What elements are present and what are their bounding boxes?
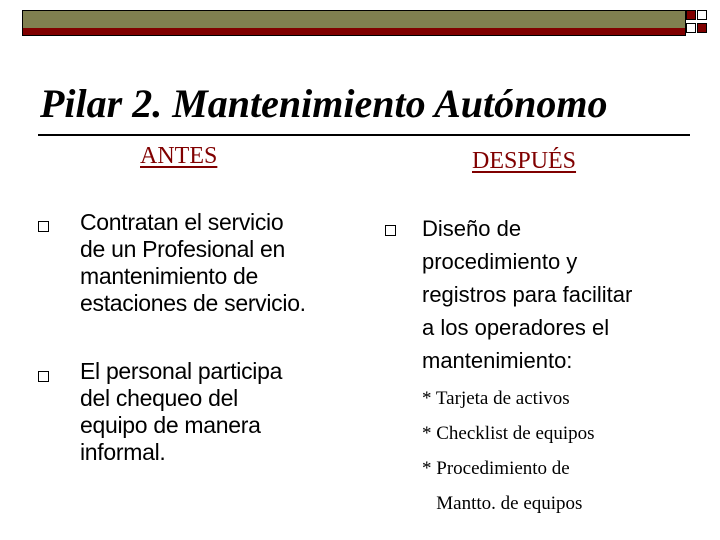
- list-item-line: del chequeo del: [80, 385, 238, 411]
- list-item-antes-1: [80, 209, 306, 317]
- sublist-item: * Procedimiento de: [422, 458, 570, 479]
- bullet-square-icon: [385, 225, 396, 236]
- corner-squares-decoration: [686, 10, 708, 36]
- header-band: [22, 10, 686, 36]
- header-band-olive: [23, 11, 685, 28]
- bullet-square-icon: [38, 221, 49, 232]
- bullet-square-icon: [38, 371, 49, 382]
- list-item-line: registros para facilitar: [422, 282, 633, 307]
- sublist-item: Mantto. de equipos: [422, 493, 583, 514]
- header-band-maroon: [23, 28, 685, 35]
- corner-square: [686, 23, 696, 33]
- list-item-line: Diseño de: [422, 216, 522, 241]
- list-item-line: mantenimiento de: [80, 263, 259, 289]
- sublist-despues: [422, 381, 595, 521]
- list-item-line: de un Profesional en: [80, 236, 285, 262]
- list-item-line: Contratan el servicio: [80, 209, 284, 235]
- corner-square: [686, 10, 696, 20]
- column-heading-antes: ANTES: [140, 143, 218, 169]
- list-item-line: El personal participa: [80, 358, 283, 384]
- list-item-line: equipo de manera: [80, 412, 261, 438]
- list-item-line: mantenimiento:: [422, 348, 573, 373]
- sublist-item: * Checklist de equipos: [422, 423, 595, 444]
- list-item-line: estaciones de servicio.: [80, 290, 306, 316]
- list-item-antes-2: [80, 358, 282, 466]
- list-item-line: informal.: [80, 439, 166, 465]
- slide-title: Pilar 2. Mantenimiento Autónomo: [40, 81, 608, 126]
- list-item-line: a los operadores el: [422, 315, 610, 340]
- list-item-line: procedimiento y: [422, 249, 578, 274]
- title-divider: [38, 134, 690, 136]
- list-item-despues: [422, 212, 632, 377]
- corner-square: [697, 23, 707, 33]
- corner-square: [697, 10, 707, 20]
- column-heading-despues: DESPUÉS: [472, 148, 577, 174]
- sublist-item: * Tarjeta de activos: [422, 388, 570, 409]
